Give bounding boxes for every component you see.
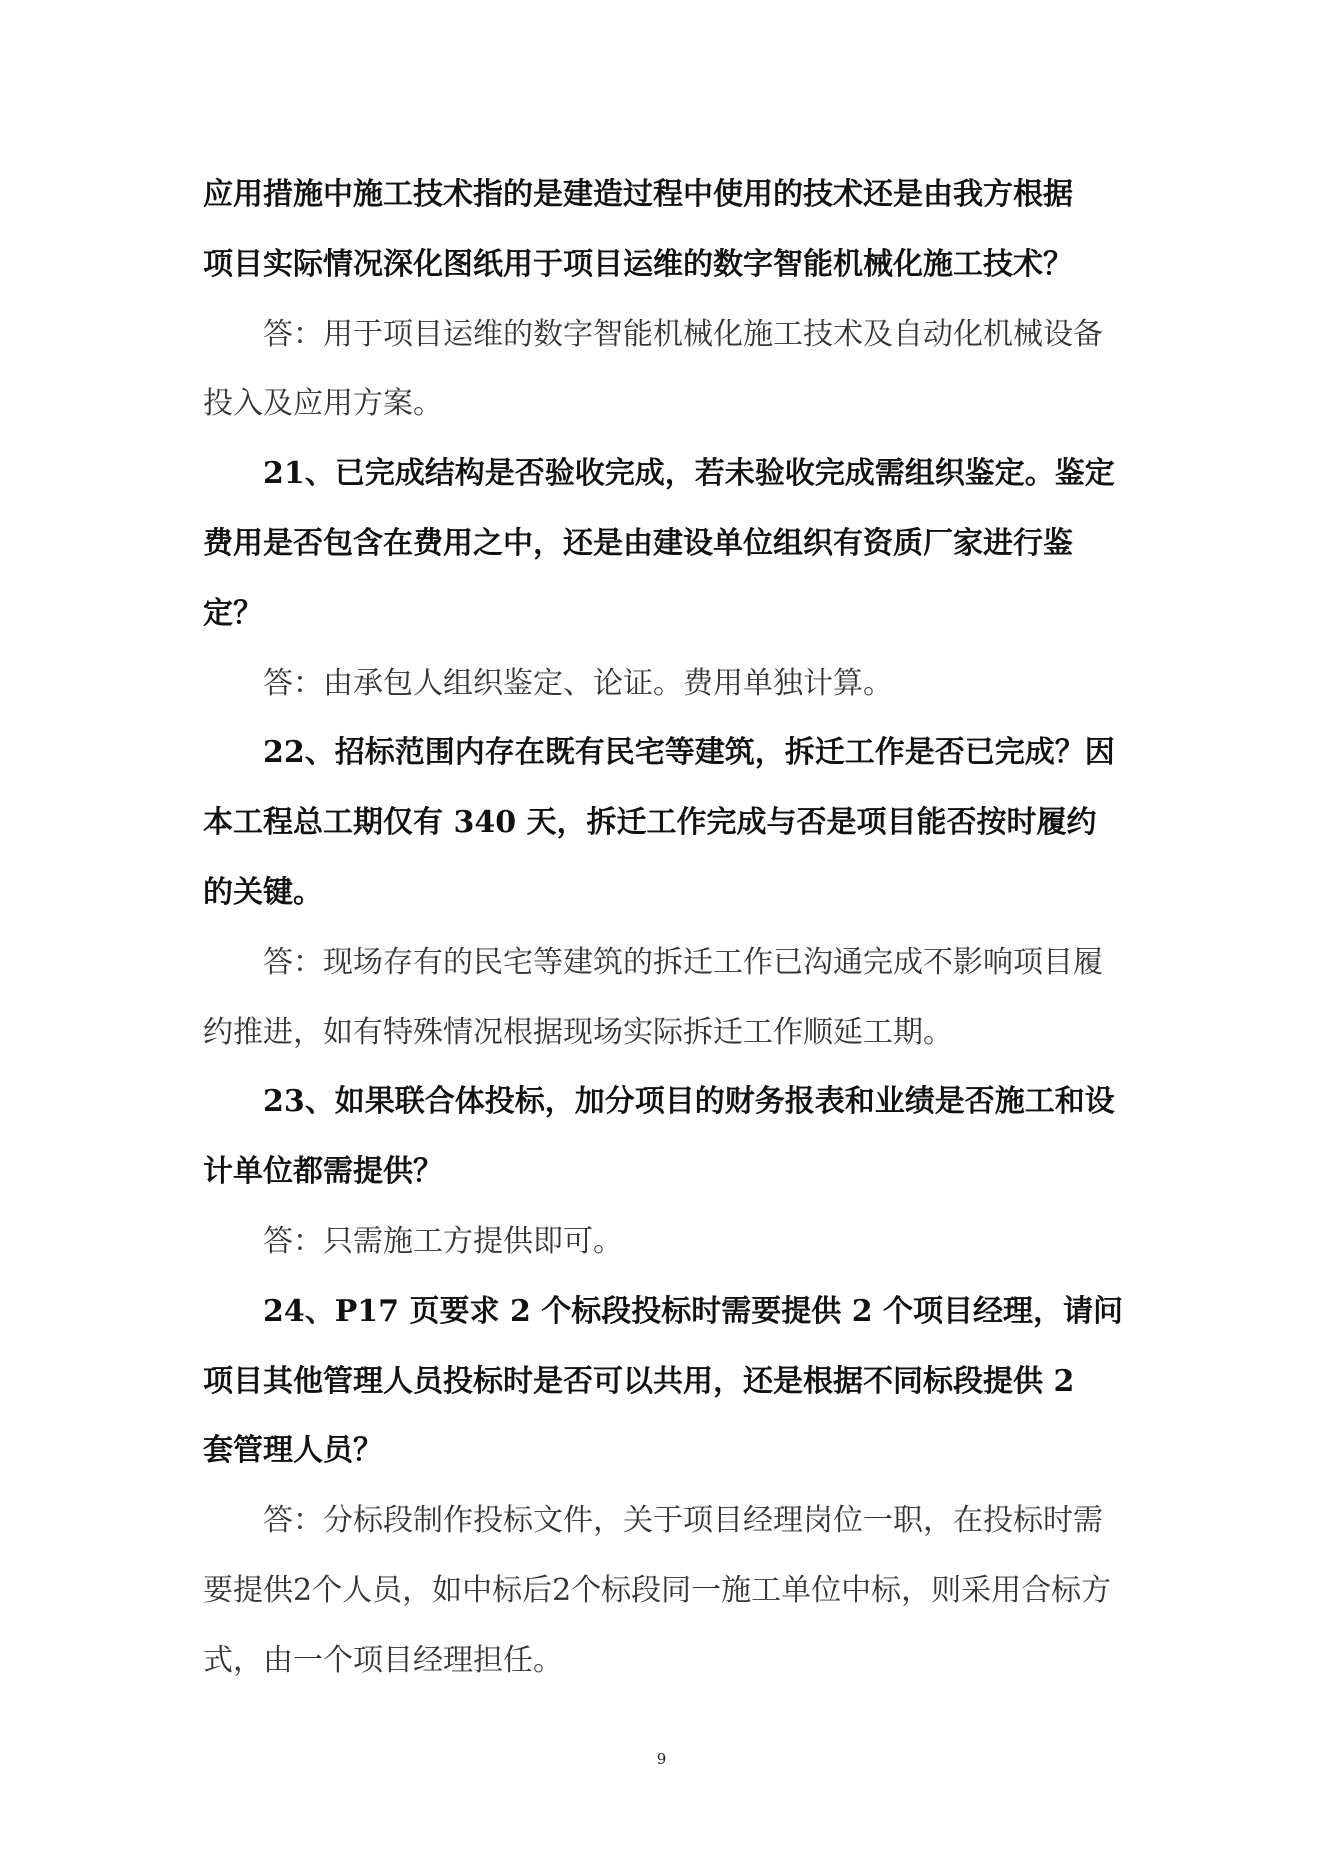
question-line: 项目实际情况深化图纸用于项目运维的数字智能机械化施工技术？ [203, 247, 1073, 282]
question-line: 22、招标范围内存在既有民宅等建筑，拆迁工作是否已完成？因 [263, 735, 1115, 770]
question-line: 项目其他管理人员投标时是否可以共用，还是根据不同标段提供 2 [203, 1364, 1075, 1399]
answer-line: 约推进，如有特殊情况根据现场实际拆迁工作顺延工期。 [203, 1015, 953, 1050]
question-line: 费用是否包含在费用之中，还是由建设单位组织有资质厂家进行鉴 [203, 526, 1073, 561]
question-line: 本工程总工期仅有 340 天，拆迁工作完成与否是项目能否按时履约 [203, 805, 1097, 840]
answer-line: 答：只需施工方提供即可。 [263, 1224, 623, 1259]
answer-line: 答：分标段制作投标文件，关于项目经理岗位一职，在投标时需 [263, 1503, 1103, 1538]
page-number: 9 [656, 1750, 667, 1768]
answer-line: 答：用于项目运维的数字智能机械化施工技术及自动化机械设备 [263, 317, 1103, 352]
answer-line: 答：由承包人组织鉴定、论证。费用单独计算。 [263, 666, 893, 701]
question-line: 21、已完成结构是否验收完成，若未验收完成需组织鉴定。鉴定 [263, 456, 1115, 491]
question-line: 的关键。 [203, 875, 323, 910]
answer-line: 投入及应用方案。 [203, 386, 443, 421]
question-line: 24、P17 页要求 2 个标段投标时需要提供 2 个项目经理，请问 [263, 1294, 1124, 1329]
question-line: 计单位都需提供？ [203, 1154, 443, 1189]
answer-line: 答：现场存有的民宅等建筑的拆迁工作已沟通完成不影响项目履 [263, 945, 1103, 980]
question-line: 23、如果联合体投标，加分项目的财务报表和业绩是否施工和设 [263, 1084, 1115, 1119]
answer-line: 要提供2个人员，如中标后2个标段同一施工单位中标，则采用合标方 [203, 1573, 1112, 1608]
question-line: 定？ [203, 596, 263, 631]
question-line: 套管理人员？ [203, 1433, 383, 1468]
question-line: 应用措施中施工技术指的是建造过程中使用的技术还是由我方根据 [203, 177, 1073, 212]
answer-line: 式，由一个项目经理担任。 [203, 1643, 563, 1678]
